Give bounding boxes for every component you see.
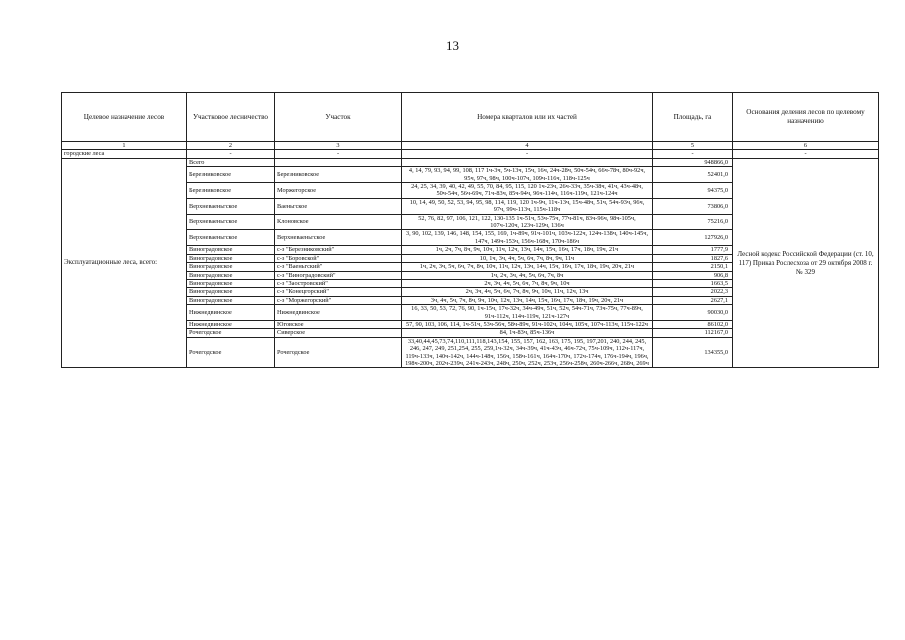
quarters-cell: 24, 25, 34, 39, 40, 42, 49, 55, 70, 84, 95, 115, 120 1ч-23ч, 26ч-33ч, 35ч-38ч, 41ч, 43ч-48ч, 50ч-54ч, 56ч-69ч, 71ч-83ч, 85ч-94ч, 96ч-114ч, 116ч-119ч, 121ч-124ч	[402, 183, 653, 199]
area-cell: 1777,9	[653, 246, 733, 254]
column-number: 2	[187, 142, 275, 150]
area-cell: 52401,0	[653, 167, 733, 183]
district-cell: Верхневаеньгское	[187, 214, 275, 230]
area-cell: 906,8	[653, 271, 733, 279]
urban-forest-row	[62, 150, 879, 158]
area-cell: 86102,0	[653, 320, 733, 328]
header-area: Площадь, га	[653, 93, 733, 142]
urban-purpose: городские леса	[62, 150, 187, 158]
district-cell: Виноградовское	[187, 279, 275, 287]
plot-cell: Сиверское	[275, 329, 402, 337]
column-number: 3	[275, 142, 402, 150]
quarters-cell: 3, 90, 102, 139, 146, 148, 154, 155, 169, 1ч-89ч, 91ч-101ч, 103ч-122ч, 124ч-138ч, 140ч-145ч, 147ч, 149ч-153ч, 156ч-168ч, 170ч-186ч	[402, 230, 653, 246]
plot-cell: с-з "Заостровский"	[275, 279, 402, 287]
district-cell: Нижнедвинское	[187, 320, 275, 328]
district-cell: Виноградовское	[187, 271, 275, 279]
quarters-cell: 1ч, 2ч, 7ч, 8ч, 9ч, 10ч, 11ч, 12ч, 13ч, 14ч, 15ч, 16ч, 17ч, 18ч, 19ч, 21ч	[402, 246, 653, 254]
quarters-cell: 16, 33, 50, 53, 72, 76, 90, 1ч-15ч, 17ч-32ч, 34ч-49ч, 51ч, 52ч, 54ч-71ч, 73ч-75ч, 77ч-89ч, 91ч-112ч, 114ч-119ч, 121ч-127ч	[402, 305, 653, 321]
column-number: 4	[402, 142, 653, 150]
header-plot: Участок	[275, 93, 402, 142]
quarters-cell: 10, 1ч, 3ч, 4ч, 5ч, 6ч, 7ч, 8ч, 9ч, 11ч	[402, 254, 653, 262]
exploit-basis: Лесной кодекс Российской Федерации (ст. 10, 117) Приказ Рослесхоза от 29 октября 2008 г. № 329	[733, 158, 879, 368]
total-label: Всего	[187, 158, 275, 166]
district-cell: Березниковское	[187, 183, 275, 199]
area-cell: 134355,0	[653, 337, 733, 368]
urban-plot: -	[275, 150, 402, 158]
exploit-purpose: Эксплуатационные леса, всего:	[62, 158, 187, 368]
area-cell: 73806,0	[653, 198, 733, 214]
quarters-cell: 84, 1ч-83ч, 85ч-136ч	[402, 329, 653, 337]
plot-cell: Ваеньгское	[275, 198, 402, 214]
total-plot-empty	[275, 158, 402, 166]
header-quarters: Номера кварталов или их частей	[402, 93, 653, 142]
exploit-total-row	[62, 158, 879, 166]
district-cell: Виноградовское	[187, 296, 275, 304]
page-number: 13	[446, 38, 459, 53]
urban-quarters: -	[402, 150, 653, 158]
plot-cell: с-з "Ваеньгский"	[275, 263, 402, 271]
header-district: Участковое лесничество	[187, 93, 275, 142]
area-cell: 2022,3	[653, 288, 733, 296]
quarters-cell: 2ч, 3ч, 4ч, 5ч, 6ч, 7ч, 8ч, 9ч, 10ч	[402, 279, 653, 287]
total-quarters-empty	[402, 158, 653, 166]
area-cell: 94375,0	[653, 183, 733, 199]
column-number-row	[62, 142, 879, 150]
plot-cell: с-з "Боровской"	[275, 254, 402, 262]
area-cell: 127926,0	[653, 230, 733, 246]
area-cell: 1663,5	[653, 279, 733, 287]
plot-cell: Верхневаеньгское	[275, 230, 402, 246]
forest-purpose-table	[61, 92, 879, 368]
district-cell: Виноградовское	[187, 254, 275, 262]
area-cell: 90030,0	[653, 305, 733, 321]
quarters-cell: 10, 14, 49, 50, 52, 53, 94, 95, 98, 114, 119, 120 1ч-9ч, 11ч-13ч, 15ч-48ч, 51ч, 54ч-93ч, 96ч, 97ч, 99ч-113ч, 115ч-118ч	[402, 198, 653, 214]
plot-cell: Клоновское	[275, 214, 402, 230]
plot-cell: с-з "Конецгорский"	[275, 288, 402, 296]
area-cell: 1827,6	[653, 254, 733, 262]
header-purpose: Целевое назначение лесов	[62, 93, 187, 142]
urban-basis: -	[733, 150, 879, 158]
area-cell: 75216,0	[653, 214, 733, 230]
plot-cell: Нижнедвинское	[275, 305, 402, 321]
plot-cell: с-з "Березниковский"	[275, 246, 402, 254]
plot-cell: Рочегодское	[275, 337, 402, 368]
district-cell: Виноградовское	[187, 263, 275, 271]
area-cell: 2627,1	[653, 296, 733, 304]
area-cell: 112167,0	[653, 329, 733, 337]
quarters-cell: 2ч, 3ч, 4ч, 5ч, 6ч, 7ч, 8ч, 9ч, 10ч, 11ч, 12ч, 13ч	[402, 288, 653, 296]
urban-area: -	[653, 150, 733, 158]
quarters-cell: 33,40,44,45,73,74,110,111,118,143,154, 155, 157, 162, 163, 175, 195, 197,201, 240, 244, 245, 246, 247, 249, 251,254, 255, 259,1ч-32ч, 34ч-39ч, 41ч-43ч, 46ч-72ч, 75ч-109ч, 112ч-117ч, 119ч-133ч, 140ч-142ч, 144ч-148ч, 156ч, 158ч-161ч, 164ч-170ч, 172ч-174ч, 176ч-194ч, 196ч, 198ч-200ч, 202ч-239ч, 241ч-243ч, 248ч, 250ч, 252ч, 253ч, 256ч-258ч, 260ч-266ч, 268ч, 269ч	[402, 337, 653, 368]
district-cell: Рочегодское	[187, 337, 275, 368]
total-area: 948866,0	[653, 158, 733, 166]
area-cell: 2150,1	[653, 263, 733, 271]
district-cell: Березниковское	[187, 167, 275, 183]
quarters-cell: 1ч, 2ч, 3ч, 5ч, 6ч, 7ч, 8ч, 10ч, 11ч, 12ч, 13ч, 14ч, 15ч, 16ч, 17ч, 18ч, 19ч, 20ч, 21ч	[402, 263, 653, 271]
quarters-cell: 57, 90, 103, 106, 114, 1ч-51ч, 53ч-56ч, 58ч-89ч, 91ч-102ч, 104ч, 105ч, 107ч-113ч, 115ч-122ч	[402, 320, 653, 328]
district-cell: Верхневаеньгское	[187, 198, 275, 214]
plot-cell: Моржегорское	[275, 183, 402, 199]
quarters-cell: 4, 14, 79, 93, 94, 99, 108, 117 1ч-3ч, 5ч-13ч, 15ч, 16ч, 24ч-28ч, 50ч-54ч, 66ч-78ч, 80ч-92ч, 95ч, 97ч, 98ч, 100ч-107ч, 109ч-116ч, 118ч-125ч	[402, 167, 653, 183]
plot-cell: с-з "Виноградовский"	[275, 271, 402, 279]
quarters-cell: 52, 76, 82, 97, 106, 121, 122, 130-135 1ч-51ч, 53ч-75ч, 77ч-81ч, 83ч-96ч, 98ч-105ч, 107ч-120ч, 123ч-129ч, 136ч	[402, 214, 653, 230]
district-cell: Виноградовское	[187, 246, 275, 254]
district-cell: Нижнедвинское	[187, 305, 275, 321]
plot-cell: с-з "Моржегорский"	[275, 296, 402, 304]
quarters-cell: 1ч, 2ч, 3ч, 4ч, 5ч, 6ч, 7ч, 8ч	[402, 271, 653, 279]
plot-cell: Юговское	[275, 320, 402, 328]
plot-cell: Березниковское	[275, 167, 402, 183]
district-cell: Рочегодское	[187, 329, 275, 337]
header-basis: Основания деления лесов по целевому назначению	[733, 93, 879, 142]
district-cell: Верхневаеньгское	[187, 230, 275, 246]
column-number: 6	[733, 142, 879, 150]
district-cell: Виноградовское	[187, 288, 275, 296]
column-number: 5	[653, 142, 733, 150]
urban-district: -	[187, 150, 275, 158]
quarters-cell: 3ч, 4ч, 5ч, 7ч, 8ч, 9ч, 10ч, 12ч, 13ч, 14ч, 15ч, 16ч, 17ч, 18ч, 19ч, 20ч, 21ч	[402, 296, 653, 304]
column-number: 1	[62, 142, 187, 150]
table-header-row	[62, 93, 879, 142]
